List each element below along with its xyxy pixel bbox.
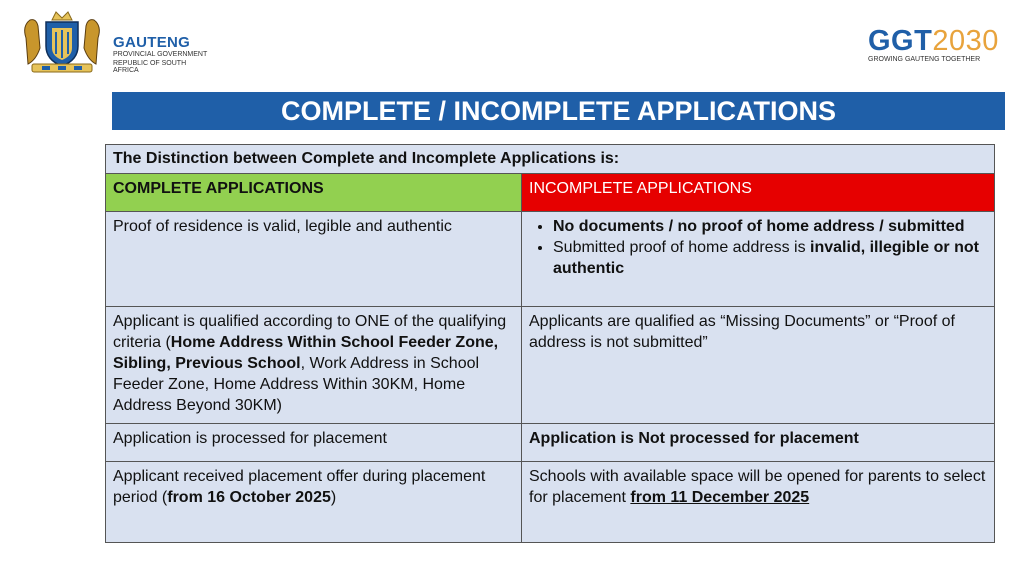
- row1-complete: Proof of residence is valid, legible and authentic: [106, 212, 522, 307]
- ggt2030-wordmark: [868, 26, 1008, 56]
- page-title: COMPLETE / INCOMPLETE APPLICATIONS: [112, 92, 1005, 130]
- table-row: [106, 212, 995, 307]
- table-intro-row: [106, 145, 995, 174]
- ggt-prefix: GGT: [868, 25, 933, 57]
- incomplete-header: INCOMPLETE APPLICATIONS: [522, 174, 995, 212]
- table-intro: The Distinction between Complete and Incomplete Applications is:: [106, 145, 995, 174]
- org-name: GAUTENG: [113, 34, 191, 51]
- org-line-2: REPUBLIC OF SOUTH AFRICA: [113, 60, 187, 74]
- table-row: [106, 307, 995, 424]
- row2-complete-bold: Home Address Within School Feeder Zone, Sibling, Previous School: [113, 334, 499, 372]
- row4-incomplete-pre: Schools with available space will be opened for parents to select for placement: [529, 468, 986, 506]
- distinction-table: [105, 144, 995, 543]
- row4-incomplete: [522, 462, 995, 543]
- row2-complete-pre: Applicant is qualified according to ONE of the qualifying criteria (: [113, 313, 507, 351]
- row1-incomplete: [522, 212, 995, 307]
- row3-incomplete: [522, 424, 995, 462]
- row1-bullet-list: [529, 216, 987, 279]
- row4-complete: [106, 462, 522, 543]
- table-header-row: [106, 174, 995, 212]
- coat-of-arms-icon: [18, 8, 106, 74]
- row4-incomplete-date: from 11 December 2025: [630, 489, 810, 506]
- gauteng-logo: [18, 8, 208, 74]
- row4-complete-bold: from 16 October 2025: [167, 489, 331, 506]
- row4-complete-post: ): [330, 489, 337, 506]
- list-item: [553, 216, 987, 237]
- complete-header: COMPLETE APPLICATIONS: [106, 174, 522, 212]
- org-line-1: PROVINCIAL GOVERNMENT: [113, 51, 208, 58]
- row2-complete-post: , Work Address in School Feeder Zone, Home Address Within 30KM, Home Address Beyond 30KM): [113, 355, 480, 414]
- row1-bullet1: No documents / no proof of home address / submitted: [553, 218, 965, 235]
- row3-incomplete-bold: Application is Not processed for placement: [529, 430, 859, 447]
- table-row: [106, 424, 995, 462]
- row2-complete: [106, 307, 522, 424]
- ggt2030-logo: [868, 26, 1008, 63]
- ggt-year: 2030: [932, 25, 999, 57]
- list-item: [553, 237, 987, 279]
- ggt-tagline: GROWING GAUTENG TOGETHER: [868, 56, 981, 63]
- row2-incomplete: Applicants are qualified as “Missing Documents” or “Proof of address is not submitted”: [522, 307, 995, 424]
- table-row: [106, 462, 995, 543]
- row1-bullet2-bold: invalid, illegible or not authentic: [553, 239, 979, 277]
- row1-bullet2-text: Submitted proof of home address is: [553, 239, 811, 256]
- row3-complete: Application is processed for placement: [106, 424, 522, 462]
- row4-complete-pre: Applicant received placement offer during placement period (: [113, 468, 486, 506]
